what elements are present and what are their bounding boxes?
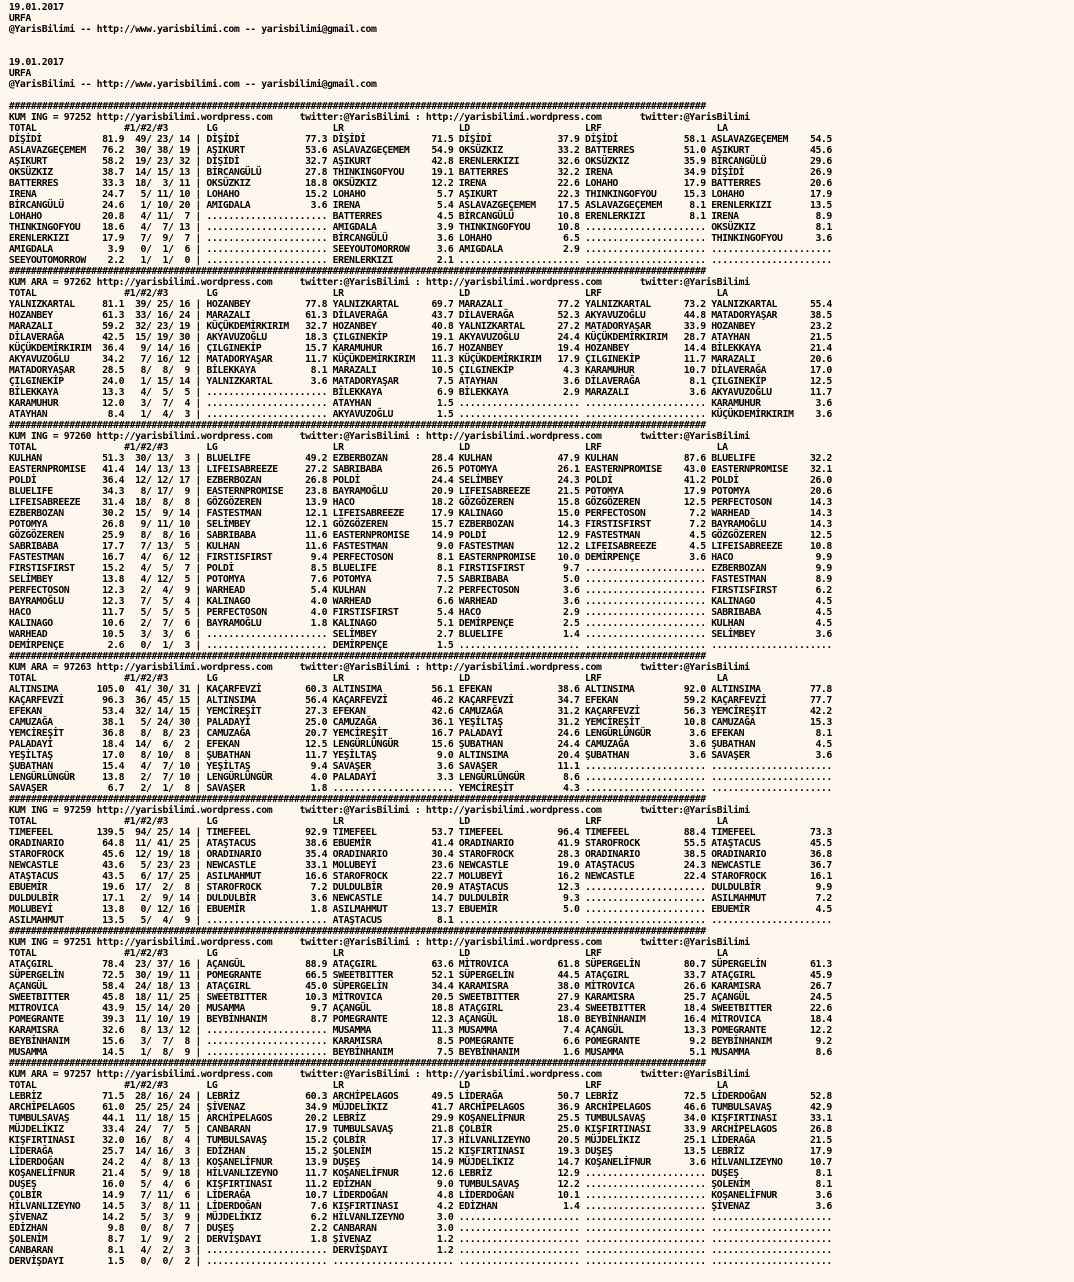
ranking-row: LOHAHO 20.8 4/ 11/ 7 | ...................... BATTERRES 4.5 BİRCANGÜLÜ 10.8 ERENLERKIZI 8.1 IRENA 8.9	[8, 211, 832, 222]
ranking-row: HİLVANLIZEYNO 14.5 3/ 8/ 11 | LİDERDOĞAN 7.6 KIŞFIRTINASI 4.2 EDİZHAN 1.4 ...................... ŞİVENAZ 3.6	[8, 1201, 832, 1212]
ranking-row: LIFEISABREEZE 31.4 18/ 8/ 8 | GÖZGÖZEREN 13.9 HACO 18.2 GÖZGÖZEREN 15.8 GÖZGÖZEREN 12.5 PERFECTOSON 14.3	[8, 497, 832, 508]
ranking-row: YEŞİLTAŞ 17.0 8/ 10/ 8 | ŞUBATHAN 11.7 YEŞİLTAŞ 9.0 ALTINSIMA 20.4 ŞUBATHAN 3.6 SAVAŞER 3.6	[8, 750, 832, 761]
ranking-row: MÜJDELİKIZ 33.4 24/ 7/ 5 | CANBARAN 17.9 TUMBULSAVAŞ 21.8 ÇOLBİR 25.0 KIŞFIRTINASI 33.9 ARCHİPELAGOS 26.8	[8, 1124, 832, 1135]
ranking-row: DUŞEŞ 16.0 5/ 4/ 6 | KIŞFIRTINASI 11.2 EDİZHAN 9.0 TUMBULSAVAŞ 12.2 ...................... ŞOLENİM 8.1	[8, 1179, 832, 1190]
ranking-row: ARCHİPELAGOS 61.0 25/ 25/ 24 | ŞİVENAZ 34.9 MÜJDELİKIZ 41.7 ARCHİPELAGOS 36.9 ARCHİPELAGOS 46.6 TUMBULSAVAŞ 42.9	[8, 1102, 832, 1113]
column-header-row: TOTAL #1/#2/#3 LG LR LD LRF LA	[8, 442, 728, 453]
race-header: KUM ING = 97251 http://yarisbilimi.wordpress.com twitter:@YarisBilimi : http://yarisbilimi.wordpress.com twitter:@YarisBilimi	[8, 937, 750, 948]
ranking-row: KULHAN 51.3 30/ 13/ 3 | BLUELIFE 49.2 EZBERBOZAN 28.4 KULHAN 47.9 KULHAN 87.6 BLUELIFE 32.2	[8, 453, 832, 464]
text-line: URFA	[8, 13, 31, 24]
blank-line	[9, 90, 1058, 101]
ranking-row: BAYRAMOĞLU 12.3 7/ 5/ 4 | KALINAGO 4.0 WARHEAD 6.6 WARHEAD 3.6 ...................... KALINAGO 4.5	[8, 596, 832, 607]
ranking-row: ÇILGINEKİP 24.0 1/ 15/ 14 | YALNIZKARTAL 3.6 MATADORYAŞAR 7.5 ATAYHAN 3.6 DİLAVERAĞA 8.1 ÇILGINEKİP 12.5	[8, 376, 832, 387]
section-divider: ###############################################################################################################################	[8, 266, 706, 277]
ranking-row: KARAMUHUR 12.0 3/ 7/ 4 | ...................... ATAYHAN 1.5 ...................... ...................... KARAMUHUR 3.6	[8, 398, 832, 409]
ranking-row: DERVİŞDAYI 1.5 0/ 0/ 2 | ...................... ...................... ...................... ...................... ......................	[8, 1256, 832, 1267]
race-header: KUM ING = 97259 http://yarisbilimi.wordpress.com twitter:@YarisBilimi : http://yarisbilimi.wordpress.com twitter:@YarisBilimi	[8, 805, 750, 816]
ranking-row: TUMBULSAVAŞ 44.1 11/ 18/ 15 | ARCHİPELAGOS 20.2 LEBRİZ 29.9 KOŞANELİFNUR 25.5 TUMBULSAVAŞ 34.0 KIŞFIRTINASI 33.1	[8, 1113, 832, 1124]
ranking-row: ASILMAHMUT 13.5 5/ 4/ 9 | ...................... ATAŞTACUS 8.1 ...................... ...................... ......................	[8, 915, 832, 926]
ranking-row: ATAÇGIRL 78.4 23/ 37/ 16 | AÇANGÜL 88.9 ATAÇGIRL 63.6 MİTROVICA 61.8 SÜPERGELİN 80.7 SÜPERGELİN 61.3	[8, 959, 832, 970]
ranking-row: EFEKAN 53.4 32/ 14/ 15 | YEMCİREŞİT 27.3 EFEKAN 42.6 CAMUZAĞA 31.2 KAÇARFEVZİ 56.3 YEMCİREŞİT 42.2	[8, 706, 832, 717]
ranking-row: KOŞANELİFNUR 21.4 5/ 9/ 18 | HİLVANLIZEYNO 11.7 KOŞANELİFNUR 12.6 LEBRİZ 12.9 ...................... DUŞEŞ 8.1	[8, 1168, 832, 1179]
ranking-row: LİDERAĞA 25.7 14/ 16/ 3 | EDİZHAN 15.2 ŞOLENİM 15.2 KIŞFIRTINASI 19.3 DUŞEŞ 13.5 LEBRİZ 17.9	[8, 1146, 832, 1157]
ranking-row: DULDULBİR 17.1 2/ 9/ 14 | DULDULBİR 3.6 NEWCASTLE 14.7 DULDULBİR 9.3 ...................... ASILMAHMUT 7.2	[8, 893, 832, 904]
text-line: @YarisBilimi -- http://www.yarisbilimi.com -- yarisbilimi@gmail.com	[8, 24, 377, 35]
ranking-row: SAVAŞER 6.7 2/ 1/ 8 | SAVAŞER 1.8 ...................... YEMCİREŞİT 4.3 ...................... ......................	[8, 783, 832, 794]
section-divider: ###############################################################################################################################	[8, 420, 706, 431]
blank-line	[9, 35, 1058, 46]
race-header: KUM ARA = 97257 http://yarisbilimi.wordpress.com twitter:@YarisBilimi : http://yarisbilimi.wordpress.com twitter:@YarisBilimi	[8, 1069, 750, 1080]
section-divider: ###############################################################################################################################	[8, 926, 706, 937]
ranking-row: MUSAMMA 14.5 1/ 8/ 9 | ...................... BEYBİNHANIM 7.5 BEYBİNHANIM 1.6 MUSAMMA 5.1 MUSAMMA 8.6	[8, 1047, 832, 1058]
ranking-row: GÖZGÖZEREN 25.9 8/ 8/ 16 | SABRIBABA 11.6 EASTERNPROMISE 14.9 POLDİ 12.9 FASTESTMAN 4.5 GÖZGÖZEREN 12.5	[8, 530, 832, 541]
column-header-row: TOTAL #1/#2/#3 LG LR LD LRF LA	[8, 673, 728, 684]
ranking-row: PALADAYİ 18.4 14/ 6/ 2 | EFEKAN 12.5 LENGÜRLÜNGÜR 15.6 ŞUBATHAN 24.4 CAMUZAĞA 3.6 ŞUBATHAN 4.5	[8, 739, 832, 750]
section-divider: ###############################################################################################################################	[8, 651, 706, 662]
ranking-row: PERFECTOSON 12.3 2/ 4/ 9 | WARHEAD 5.4 KULHAN 7.2 PERFECTOSON 3.6 ...................... FIRSTISFIRST 6.2	[8, 585, 832, 596]
ranking-row: LEBRİZ 71.5 28/ 16/ 24 | LEBRİZ 60.3 ARCHİPELAGOS 49.5 LİDERAĞA 50.7 LEBRİZ 72.5 LİDERDOĞAN 52.8	[8, 1091, 832, 1102]
ranking-row: KAÇARFEVZİ 96.3 36/ 45/ 15 | ALTINSIMA 56.4 KAÇARFEVZİ 46.2 KAÇARFEVZİ 34.7 EFEKAN 59.2 KAÇARFEVZİ 77.7	[8, 695, 832, 706]
text-line: 19.01.2017	[8, 57, 64, 68]
ranking-row: DİŞİDİ 81.9 49/ 23/ 14 | DİŞİDİ 77.3 DİŞİDİ 71.5 DİŞİDİ 37.9 DİŞİDİ 58.1 ASLAVAZGEÇEMEM 54.5	[8, 134, 832, 145]
ranking-row: AKYAVUZOĞLU 34.2 7/ 16/ 12 | MATADORYAŞAR 11.7 KÜÇÜKDEMİRKIRIM 11.3 KÜÇÜKDEMİRKIRIM 17.9 ÇILGINEKİP 11.7 MARAZALI 20.6	[8, 354, 832, 365]
column-header-row: TOTAL #1/#2/#3 LG LR LD LRF LA	[8, 288, 728, 299]
text-line: @YarisBilimi -- http://www.yarisbilimi.com -- yarisbilimi@gmail.com	[8, 79, 377, 90]
blank-line	[9, 46, 1058, 57]
ranking-row: AŞIKURT 58.2 19/ 23/ 32 | DİŞİDİ 32.7 AŞIKURT 42.8 ERENLERKIZI 32.6 OKSÜZKIZ 35.9 BİRCANGÜLÜ 29.6	[8, 156, 832, 167]
ranking-row: POTOMYA 26.8 9/ 11/ 10 | SELİMBEY 12.1 GÖZGÖZEREN 15.7 EZBERBOZAN 14.3 FIRSTISFIRST 7.2 BAYRAMOĞLU 14.3	[8, 519, 832, 530]
ranking-row: ÇOLBİR 14.9 7/ 11/ 6 | LİDERAĞA 10.7 LİDERDOĞAN 4.8 LİDERDOĞAN 10.1 ...................... KOŞANELİFNUR 3.6	[8, 1190, 832, 1201]
race-header: KUM ING = 97252 http://yarisbilimi.wordpress.com twitter:@YarisBilimi : http://yarisbilimi.wordpress.com twitter:@YarisBilimi	[8, 112, 750, 123]
column-header-row: TOTAL #1/#2/#3 LG LR LD LRF LA	[8, 816, 728, 827]
column-header-row: TOTAL #1/#2/#3 LG LR LD LRF LA	[8, 948, 728, 959]
ranking-row: MATADORYAŞAR 28.5 8/ 8/ 9 | BİLEKKAYA 8.1 MARAZALI 10.5 ÇILGINEKİP 4.3 KARAMUHUR 10.7 DİLAVERAĞA 17.0	[8, 365, 832, 376]
ranking-row: MARAZALI 59.2 32/ 23/ 19 | KÜÇÜKDEMİRKIRIM 32.7 HOZANBEY 40.8 YALNIZKARTAL 27.2 MATADORYAŞAR 33.9 HOZANBEY 23.2	[8, 321, 832, 332]
ranking-row: ŞOLENİM 8.7 1/ 9/ 2 | DERVİŞDAYI 1.8 ŞİVENAZ 1.2 ...................... ...................... ......................	[8, 1234, 832, 1245]
ranking-row: STAROFROCK 45.6 12/ 19/ 18 | ORADINARIO 35.4 ORADINARIO 30.4 STAROFROCK 28.3 ORADINARIO 38.5 ORADINARIO 36.8	[8, 849, 832, 860]
race-header: KUM ING = 97260 http://yarisbilimi.wordpress.com twitter:@YarisBilimi : http://yarisbilimi.wordpress.com twitter:@YarisBilimi	[8, 431, 750, 442]
ranking-row: AMIGDALA 3.9 0/ 1/ 6 | ...................... SEEYOUTOMORROW 3.6 AMIGDALA 2.9 ...................... ......................	[8, 244, 832, 255]
ranking-row: DİLAVERAĞA 42.5 15/ 19/ 30 | AKYAVUZOĞLU 18.3 ÇILGINEKİP 19.1 AKYAVUZOĞLU 24.4 KÜÇÜKDEMİRKIRIM 28.7 ATAYHAN 21.5	[8, 332, 832, 343]
ranking-row: EDİZHAN 9.8 0/ 8/ 7 | DUŞEŞ 2.2 CANBARAN 3.0 ...................... ...................... ......................	[8, 1223, 832, 1234]
ranking-row: KALINAGO 10.6 2/ 7/ 6 | BAYRAMOĞLU 1.8 KALINAGO 5.1 DEMİRPENÇE 2.5 ...................... KULHAN 4.5	[8, 618, 832, 629]
ranking-row: FASTESTMAN 16.7 4/ 6/ 12 | FIRSTISFIRST 9.4 PERFECTOSON 8.1 EASTERNPROMISE 10.0 DEMİRPENÇE 3.6 HACO 9.9	[8, 552, 832, 563]
ranking-row: ŞİVENAZ 14.2 5/ 3/ 9 | MÜJDELİKIZ 6.2 HİLVANLIZEYNO 3.0 ...................... ...................... ......................	[8, 1212, 832, 1223]
ranking-row: ASLAVAZGEÇEMEM 76.2 30/ 38/ 19 | AŞIKURT 53.6 ASLAVAZGEÇEMEM 54.9 OKSÜZKIZ 33.2 BATTERRES 51.0 AŞIKURT 45.6	[8, 145, 832, 156]
ranking-row: IRENA 24.7 5/ 11/ 10 | LOHAHO 15.2 LOHAHO 5.7 AŞIKURT 22.3 THINKINGOFYOU 15.3 LOHAHO 17.9	[8, 189, 832, 200]
ranking-row: YEMCİREŞİT 36.8 8/ 8/ 23 | CAMUZAĞA 20.7 YEMCİREŞİT 16.7 PALADAYİ 24.6 LENGÜRLÜNGÜR 3.6 EFEKAN 8.1	[8, 728, 832, 739]
section-divider: ###############################################################################################################################	[8, 794, 706, 805]
ranking-row: BİRCANGÜLÜ 24.6 1/ 10/ 20 | AMIGDALA 3.6 IRENA 5.4 ASLAVAZGEÇEMEM 17.5 ASLAVAZGEÇEMEM 8.1 ERENLERKIZI 13.5	[8, 200, 832, 211]
ranking-row: HACO 11.7 5/ 5/ 5 | PERFECTOSON 4.0 FIRSTISFIRST 5.4 HACO 2.9 ...................... SABRIBABA 4.5	[8, 607, 832, 618]
column-header-row: TOTAL #1/#2/#3 LG LR LD LRF LA	[8, 123, 728, 134]
ranking-row: DEMİRPENÇE 2.6 0/ 1/ 3 | ...................... DEMİRPENÇE 1.5 ...................... ...................... ......................	[8, 640, 832, 651]
ranking-row: BATTERRES 33.3 18/ 3/ 11 | OKSÜZKIZ 18.8 OKSÜZKIZ 12.2 IRENA 22.6 LOHAHO 17.9 BATTERRES 20.6	[8, 178, 832, 189]
ranking-row: CAMUZAĞA 38.1 5/ 24/ 30 | PALADAYİ 25.0 CAMUZAĞA 36.1 YEŞİLTAŞ 31.2 YEMCİREŞİT 10.8 CAMUZAĞA 15.3	[8, 717, 832, 728]
ranking-row: YALNIZKARTAL 81.1 39/ 25/ 16 | HOZANBEY 77.8 YALNIZKARTAL 69.7 MARAZALI 77.2 YALNIZKARTAL 73.2 YALNIZKARTAL 55.4	[8, 299, 832, 310]
ranking-row: KÜÇÜKDEMİRKIRIM 36.4 9/ 14/ 16 | ÇILGINEKİP 15.7 KARAMUHUR 16.7 HOZANBEY 19.4 HOZANBEY 14.4 BİLEKKAYA 21.4	[8, 343, 832, 354]
ranking-row: BEYBİNHANIM 15.6 3/ 7/ 8 | ...................... KARAMISRA 8.5 POMEGRANTE 6.6 POMEGRANTE 9.2 BEYBİNHANIM 9.2	[8, 1036, 832, 1047]
ranking-row: SÜPERGELİN 72.5 30/ 19/ 11 | POMEGRANTE 66.5 SWEETBITTER 52.1 SÜPERGELİN 44.5 ATAÇGIRL 33.7 ATAÇGIRL 45.9	[8, 970, 832, 981]
column-header-row: TOTAL #1/#2/#3 LG LR LD LRF LA	[8, 1080, 728, 1091]
ranking-row: SEEYOUTOMORROW 2.2 1/ 1/ 0 | ...................... ERENLERKIZI 2.1 ...................... ...................... ......................	[8, 255, 832, 266]
ranking-row: SELİMBEY 13.8 4/ 12/ 5 | POTOMYA 7.6 POTOMYA 7.5 SABRIBABA 5.0 ...................... FASTESTMAN 8.9	[8, 574, 832, 585]
ranking-row: ORADINARIO 64.8 11/ 41/ 25 | ATAŞTACUS 38.6 EBUEMİR 41.4 ORADINARIO 41.9 STAROFROCK 55.5 ATAŞTACUS 45.5	[8, 838, 832, 849]
ranking-row: ALTINSIMA 105.0 41/ 30/ 31 | KAÇARFEVZİ 60.3 ALTINSIMA 56.1 EFEKAN 38.6 ALTINSIMA 92.0 ALTINSIMA 77.8	[8, 684, 832, 695]
ranking-row: MOLUBEYİ 13.8 0/ 12/ 16 | EBUEMİR 1.8 ASILMAHMUT 13.7 EBUEMİR 5.0 ...................... EBUEMİR 4.5	[8, 904, 832, 915]
ranking-row: LENGÜRLÜNGÜR 13.8 2/ 7/ 10 | LENGÜRLÜNGÜR 4.0 PALADAYİ 3.3 LENGÜRLÜNGÜR 8.6 ...................... ......................	[8, 772, 832, 783]
section-divider: ###############################################################################################################################	[8, 101, 706, 112]
ranking-row: EZBERBOZAN 30.2 15/ 9/ 14 | FASTESTMAN 12.1 LIFEISABREEZE 17.9 KALINAGO 15.0 PERFECTOSON 7.2 WARHEAD 14.3	[8, 508, 832, 519]
text-line: URFA	[8, 68, 31, 79]
ranking-row: SABRIBABA 17.7 7/ 13/ 5 | KULHAN 11.6 FASTESTMAN 9.0 FASTESTMAN 12.2 LIFEISABREEZE 4.5 LIFEISABREEZE 10.8	[8, 541, 832, 552]
ranking-row: SWEETBITTER 45.8 18/ 11/ 25 | SWEETBITTER 10.3 MİTROVICA 20.5 SWEETBITTER 27.9 KARAMISRA 25.7 AÇANGÜL 24.5	[8, 992, 832, 1003]
ranking-row: EASTERNPROMISE 41.4 14/ 13/ 13 | LIFEISABREEZE 27.2 SABRIBABA 26.5 POTOMYA 26.1 EASTERNPROMISE 43.0 EASTERNPROMISE 32.1	[8, 464, 832, 475]
ranking-row: TIMEFEEL 139.5 94/ 25/ 14 | TIMEFEEL 92.9 TIMEFEEL 53.7 TIMEFEEL 96.4 TIMEFEEL 88.4 TIMEFEEL 73.3	[8, 827, 832, 838]
ranking-row: OKSÜZKIZ 38.7 14/ 15/ 13 | BİRCANGÜLÜ 27.8 THINKINGOFYOU 19.1 BATTERRES 32.2 IRENA 34.9 DİŞİDİ 26.9	[8, 167, 832, 178]
ranking-row: HOZANBEY 61.3 33/ 16/ 24 | MARAZALI 61.3 DİLAVERAĞA 43.7 DİLAVERAĞA 52.3 AKYAVUZOĞLU 44.8 MATADORYAŞAR 38.5	[8, 310, 832, 321]
ranking-row: THINKINGOFYOU 18.6 4/ 7/ 13 | ...................... AMIGDALA 3.9 THINKINGOFYOU 10.8 ...................... OKSÜZKIZ 8.1	[8, 222, 832, 233]
text-line: 19.01.2017	[8, 2, 64, 13]
section-divider: ###############################################################################################################################	[8, 1058, 706, 1069]
ranking-row: LİDERDOĞAN 24.2 4/ 8/ 13 | KOŞANELİFNUR 13.9 DUŞEŞ 14.9 MÜJDELİKIZ 14.7 KOŞANELİFNUR 3.6 HİLVANLIZEYNO 10.7	[8, 1157, 832, 1168]
ranking-row: MITROVICA 43.9 15/ 14/ 20 | MUSAMMA 9.7 AÇANGÜL 18.8 ATAÇGIRL 23.4 SWEETBITTER 18.4 SWEETBITTER 22.6	[8, 1003, 832, 1014]
ranking-row: POLDİ 36.4 12/ 12/ 17 | EZBERBOZAN 26.8 POLDİ 24.4 SELİMBEY 24.3 POLDİ 41.2 POLDİ 26.0	[8, 475, 832, 486]
ranking-row: BİLEKKAYA 13.3 4/ 5/ 5 | ...................... BİLEKKAYA 6.9 BİLEKKAYA 2.9 MARAZALI 3.6 AKYAVUZOĞLU 11.7	[8, 387, 832, 398]
ranking-row: FIRSTISFIRST 15.2 4/ 5/ 7 | POLDİ 8.5 BLUELIFE 8.1 FIRSTISFIRST 9.7 ...................... EZBERBOZAN 9.9	[8, 563, 832, 574]
ranking-row: KIŞFIRTINASI 32.0 16/ 8/ 4 | TUMBULSAVAŞ 15.2 ÇOLBİR 17.3 HİLVANLIZEYNO 20.5 MÜJDELİKIZ 25.1 LİDERAĞA 21.5	[8, 1135, 832, 1146]
ranking-row: BLUELIFE 34.3 8/ 17/ 9 | EASTERNPROMISE 23.8 BAYRAMOĞLU 20.9 LIFEISABREEZE 21.5 POTOMYA 17.9 POTOMYA 20.6	[8, 486, 832, 497]
ranking-row: ŞUBATHAN 15.4 4/ 7/ 10 | YEŞİLTAŞ 9.4 SAVAŞER 3.6 SAVAŞER 11.1 ...................... ......................	[8, 761, 832, 772]
ranking-row: KARAMISRA 32.6 8/ 13/ 12 | ...................... MUSAMMA 11.3 MUSAMMA 7.4 AÇANGÜL 13.3 POMEGRANTE 12.2	[8, 1025, 832, 1036]
ranking-row: AÇANGÜL 58.4 24/ 18/ 13 | ATAÇGIRL 45.0 SÜPERGELİN 34.4 KARAMISRA 38.0 MİTROVICA 26.6 KARAMISRA 26.7	[8, 981, 832, 992]
ranking-row: CANBARAN 8.1 4/ 2/ 3 | ...................... DERVİŞDAYI 1.2 ...................... ...................... ......................	[8, 1245, 832, 1256]
ranking-row: WARHEAD 10.5 3/ 3/ 6 | ...................... SELİMBEY 2.7 BLUELIFE 1.4 ...................... SELİMBEY 3.6	[8, 629, 832, 640]
ranking-row: ATAŞTACUS 43.5 6/ 17/ 25 | ASILMAHMUT 16.6 STAROFROCK 22.7 MOLUBEYİ 16.2 NEWCASTLE 22.4 STAROFROCK 16.1	[8, 871, 832, 882]
ranking-row: ATAYHAN 8.4 1/ 4/ 3 | ...................... AKYAVUZOĞLU 1.5 ...................... ...................... KÜÇÜKDEMİRKIRIM 3.6	[8, 409, 832, 420]
race-header: KUM ARA = 97263 http://yarisbilimi.wordpress.com twitter:@YarisBilimi : http://yarisbilimi.wordpress.com twitter:@YarisBilimi	[8, 662, 750, 673]
ranking-row: POMEGRANTE 39.3 11/ 10/ 19 | BEYBİNHANIM 8.7 POMEGRANTE 12.3 AÇANGÜL 18.0 BEYBİNHANIM 16.4 MİTROVICA 18.4	[8, 1014, 832, 1025]
ranking-row: ERENLERKIZI 17.9 7/ 9/ 7 | ...................... BİRCANGÜLÜ 3.6 LOHAHO 6.5 ...................... THINKINGOFYOU 3.6	[8, 233, 832, 244]
ranking-row: NEWCASTLE 43.6 5/ 23/ 23 | NEWCASTLE 33.1 MOLUBEYİ 23.6 NEWCASTLE 19.0 ATAŞTACUS 24.3 NEWCASTLE 36.7	[8, 860, 832, 871]
race-header: KUM ARA = 97262 http://yarisbilimi.wordpress.com twitter:@YarisBilimi : http://yarisbilimi.wordpress.com twitter:@YarisBilimi	[8, 277, 750, 288]
ranking-row: EBUEMİR 19.6 17/ 2/ 8 | STAROFROCK 7.2 DULDULBİR 20.9 ATAŞTACUS 12.3 ...................... DULDULBİR 9.9	[8, 882, 832, 893]
